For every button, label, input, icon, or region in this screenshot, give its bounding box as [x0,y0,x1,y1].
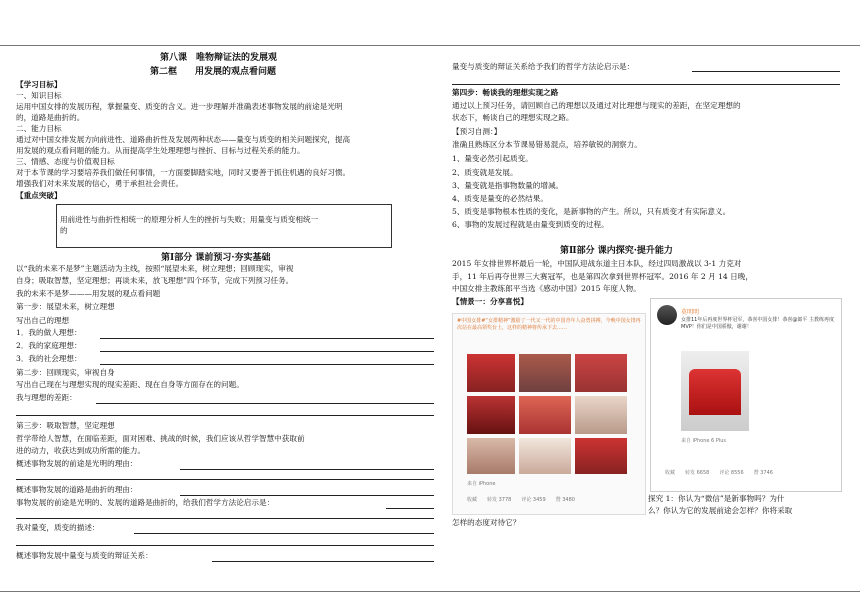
knowledge-line-1: 运用中国女排的发展历程，掌握量变、质变的含义。进一步理解并准确表述事物发展的前途是光明 [16,102,343,111]
part1-intro-2: 自身；吸取智慧，坚定理想；再谈未来，放飞理想”四个环节，完成下列预习任务。 [16,276,294,285]
ideal-family-label: 2．我的家庭理想： [16,341,82,350]
post-footer: 收藏 转发 3778 评论 3459 赞 3480 [467,497,575,503]
photo-tile [467,438,515,474]
ability-heading: 二、能力目标 [16,124,62,133]
scene-heading: 【情景一：分享喜悦】 [452,297,528,306]
step4-heading: 第四步：畅谈我的理想实现之路 [452,88,559,97]
part1-intro-1: 以“我的未来不是梦”主题活动为主线，按照“展望未来，树立理想；回顾现实，审视 [16,264,294,273]
step2-desc: 写出自己现在与理想实现的现实差距、现在自身等方面存在的问题。 [16,380,244,389]
key-heading: 【重点突破】 [16,191,62,200]
ability-line-1: 通过对中国女排发展方向前进性、道路曲折性及发展两种状态——量变与质变的相关问题探究，提高 [16,135,351,144]
self-test-item-3: 3、量变就是指事物数量的增减。 [452,181,564,190]
photo-tile [467,396,515,434]
weibo-screenshot-2 [650,298,842,492]
methodology-label: 事物发展的前途是光明的、发展的道路是曲折的，给我们哲学方法论启示是： [16,498,275,507]
photo-tile [575,396,627,434]
part2-line-1: 2015 年女排世界杯最后一轮，中国队迎战东道主日本队，经过四局激战以 3-1 力克对 [452,259,742,268]
photo-tile [575,354,627,392]
key-point-line-1: 用前进性与曲折性相统一的原理分析人生的挫折与失败；用量变与质变相统一 [60,215,319,224]
post-author: 莫明明 [681,309,700,316]
photo-tile [467,354,515,392]
dialectic-label: 概述事物发展中量变与质变的辩证关系： [16,551,153,560]
explore1-line-1: 探究 1：你认为“微信”是新事物吗？为什 [648,494,785,503]
step3-line-2: 进的动力，收获达到成功所需的能力。 [16,446,146,455]
method-answer-line-2[interactable] [452,84,840,85]
avatar [657,305,677,325]
explore1-line-2: 么？你认为它的发展前途会怎样？你将采取 [648,506,793,515]
weibo-screenshot-1 [452,313,646,515]
gap-answer-line-1[interactable] [96,403,434,404]
tortuous-road-answer-line[interactable] [180,495,434,496]
quantity-quality-answer-line-1[interactable] [134,533,434,534]
ideal-person-answer-line[interactable] [100,338,434,339]
step3-line-1: 哲学带给人智慧，在面临差距，面对困难、挑战的时候，我们应该从哲学智慧中获取前 [16,434,305,443]
section-title: 第二框 用发展的观点看问题 [150,67,277,77]
post2-footer: 收藏 转发 6658 评论 8556 赞 3746 [665,470,773,476]
values-line-2: 增强我们对未来发展的信心，勇于承担社会责任。 [16,179,184,188]
methodology-answer-line-2[interactable] [16,518,434,519]
post2-source: 来自 iPhone 6 Plus [681,438,727,444]
self-test-item-1: 1、量变必然引起质变。 [452,154,533,163]
self-test-item-6: 6、事物的发展过程就是由量变到质变的过程。 [452,220,609,229]
team-figure [689,369,741,415]
ideal-person-label: 1．我的做人理想： [16,328,82,337]
quantity-quality-answer-line-2[interactable] [16,545,434,546]
part1-title: 第Ⅰ部分 课前预习·夯实基础 [161,253,271,263]
ability-line-2: 用发展的观点看问题的能力。从而提高学生处理理想与挫折、目标与过程关系的能力。 [16,146,305,155]
values-line-1: 对于本节课的学习要培养我们做任何事情，一方面要脚踏实地，同时又要善于抓住机遇的良好习惯。 [16,168,351,177]
methodology-answer-line-1[interactable] [386,508,434,509]
ideal-society-answer-line[interactable] [100,364,434,365]
self-test-item-5: 5、质变是事物根本性质的变化，是新事物的产生。所以，只有质变才有实际意义。 [452,207,731,216]
post2-text: 女排11年后再度世界杯冠军，恭喜中国女排！恭喜@郎平 主教练再度MVP！你们是中国骄傲，谢谢！ [681,317,834,330]
part2-line-3: 中国女排主教练郎平当选《感动中国》2015 年度人物。 [452,284,641,293]
top-rule [0,45,860,46]
photo-tile [575,438,627,474]
part2-title: 第Ⅱ部分 课内探究·提升能力 [560,246,673,256]
step4-line-2: 状态下，畅谈自己的理想实现之路。 [452,113,574,122]
step3-heading: 第三步：吸取智慧，坚定理想 [16,421,115,430]
bright-future-answer-line-2[interactable] [16,479,434,480]
team-photo-grid [467,354,627,474]
key-points-box [56,204,392,248]
team-photo [681,351,749,431]
self-test-item-2: 2、质变就是发展。 [452,168,518,177]
gap-label: 我与理想的差距： [16,393,77,402]
self-test-desc: 准确且熟练区分本节课易错易混点，培养敏锐的洞察力。 [452,140,642,149]
key-point-line-2: 的 [60,226,68,235]
weibo-post-text: #中国女排#“女排精神”激励了一代又一代的中国青年人奋勇拼搏，今晚中国女排再次站在最高领奖台上，这样的精神将传承下去…… [457,318,641,331]
self-test-item-4: 4、质变是量变的必然结果。 [452,194,548,203]
bottom-rule [0,591,860,592]
method-label: 量变与质变的辩证关系给予我们的哲学方法论启示是： [452,62,635,71]
method-answer-line-1[interactable] [692,71,840,72]
photo-tile [519,354,571,392]
photo-tile [519,438,571,474]
explore1-line-3: 怎样的态度对待它？ [452,518,521,527]
post-source: 来自 iPhone [467,481,496,487]
part2-line-2: 手，11 年后再夺世界三大赛冠军，也是第四次拿到世界杯冠军。2016 年 2 月 14 日晚， [452,272,753,281]
bright-future-label: 概述事物发展的前途是光明的理由： [16,459,138,468]
quantity-quality-label: 我对量变，质变的描述： [16,523,100,532]
knowledge-heading: 一、知识目标 [16,91,62,100]
photo-tile [519,396,571,434]
goals-heading: 【学习目标】 [16,80,62,89]
ideal-family-answer-line[interactable] [100,351,434,352]
bright-future-answer-line-1[interactable] [180,469,434,470]
values-heading: 三、情感、态度与价值观目标 [16,157,115,166]
knowledge-line-2: 的，道路是曲折的。 [16,113,85,122]
step1-heading: 第一步：展望未来，树立理想 [16,302,115,311]
step2-heading: 第二步：回顾现实，审视自身 [16,368,115,377]
self-test-heading: 【预习自测：】 [452,127,502,136]
ideal-society-label: 3．我的社会理想： [16,354,82,363]
dialectic-answer-line[interactable] [212,561,434,562]
gap-answer-line-2[interactable] [16,415,434,416]
tortuous-road-label: 概述事物发展的道路是曲折的理由： [16,485,138,494]
lesson-title: 第八课 唯物辩证法的发展观 [160,53,278,63]
part1-intro-3: 我的未来不是梦———用发展的观点看问题 [16,289,161,298]
step1-write: 写出自己的理想 [16,316,70,325]
step4-line-1: 通过以上预习任务，请回顾自己的理想以及通过对比理想与现实的差距，在坚定理想的 [452,101,741,110]
